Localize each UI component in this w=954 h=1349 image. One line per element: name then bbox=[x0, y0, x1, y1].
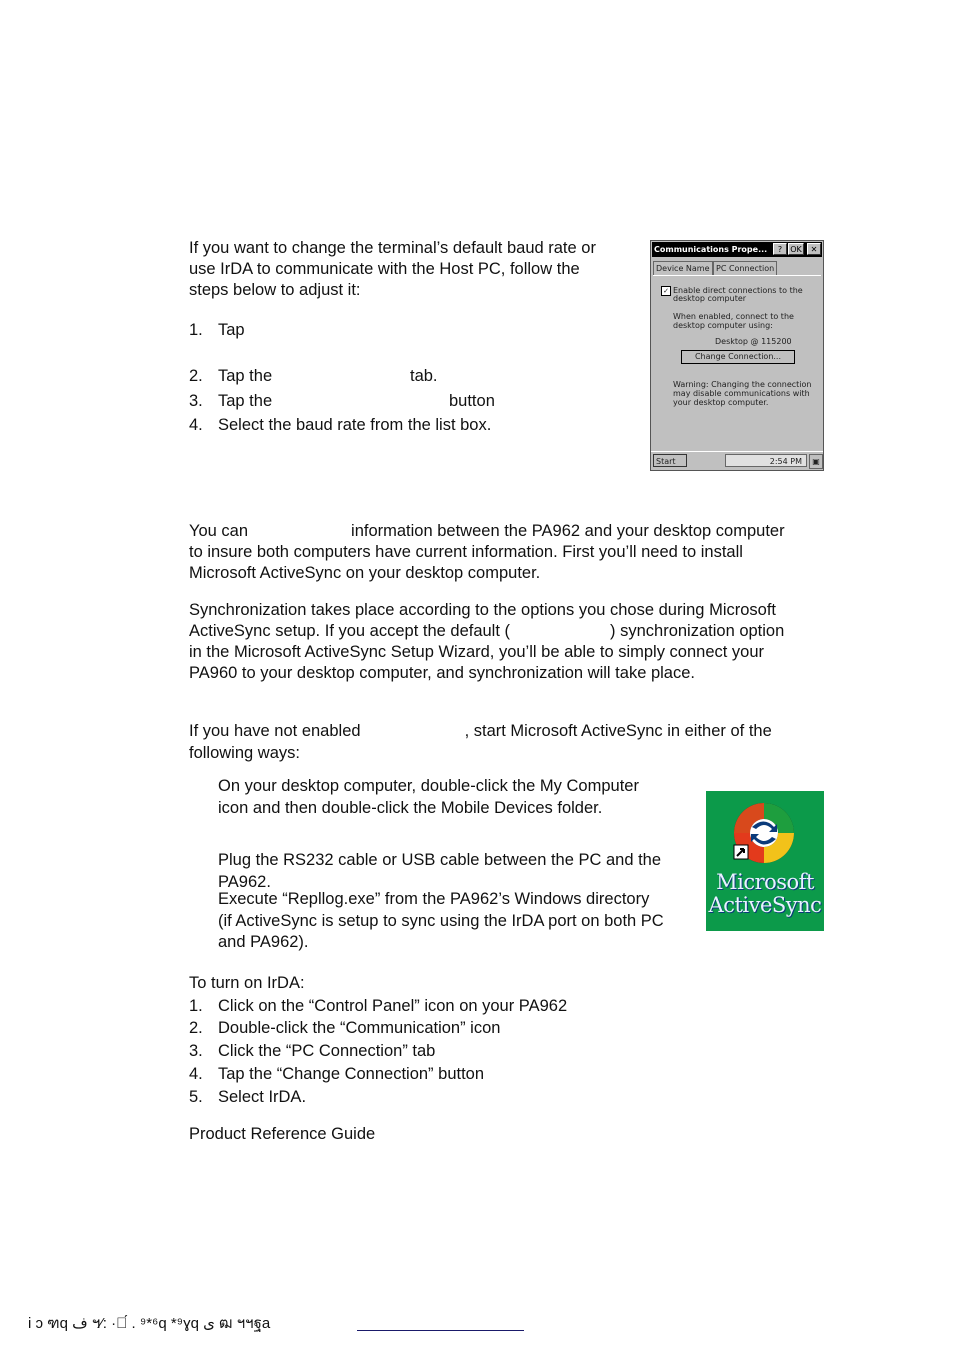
enable-label: Enable direct connections to the bbox=[673, 286, 803, 295]
pc-connection-panel bbox=[653, 275, 821, 454]
text-fragment: If you have not enabled bbox=[189, 722, 361, 740]
intro-paragraph bbox=[189, 238, 639, 301]
text-fragment: (if ActiveSync is setup to sync using the IrDA port on both PC bbox=[218, 911, 664, 930]
warning-text: Warning: Changing the connection bbox=[673, 380, 812, 389]
communications-dialog-screenshot bbox=[650, 240, 824, 471]
step-number: 1. bbox=[189, 997, 203, 1015]
step-number: 2. bbox=[189, 1019, 203, 1037]
step-number: 3. bbox=[189, 1042, 203, 1060]
warning-text: your desktop computer. bbox=[673, 398, 769, 407]
text-fragment: Microsoft ActiveSync on your desktop computer. bbox=[189, 564, 541, 582]
text-fragment: to insure both computers have current information. First you’ll need to install bbox=[189, 543, 743, 561]
dialog-title: Communications Prope... bbox=[652, 242, 822, 257]
change-connection-button[interactable]: Change Connection... bbox=[681, 350, 795, 364]
text-fragment: Synchronization takes place according to the options you chose during Microsoft bbox=[189, 601, 776, 619]
text-fragment: Plug the RS232 cable or USB cable between the PC and the bbox=[218, 851, 662, 869]
step-number: 2. bbox=[189, 367, 203, 385]
page-footer: i ɔ ฑq ف ฯ⁄: ·ฑ́ . ⁹*⁶q *⁹ɣq ى ฒ ฯฯฐa bbox=[28, 1315, 271, 1332]
step-text: Select IrDA. bbox=[218, 1088, 307, 1106]
system-tray-clock: 2:54 PM bbox=[725, 454, 807, 467]
when-enabled-text: desktop computer using: bbox=[673, 321, 773, 330]
irda-heading: To turn on IrDA: bbox=[189, 974, 305, 992]
step-number: 4. bbox=[189, 416, 203, 434]
step-text: Tap the bbox=[218, 392, 273, 410]
footer-underline bbox=[357, 1330, 524, 1331]
option-desktop bbox=[218, 775, 639, 819]
text-fragment: PA962. bbox=[218, 873, 271, 891]
logo-text: Microsoft bbox=[716, 870, 814, 894]
sync-paragraph-1 bbox=[189, 521, 839, 584]
warning-text: may disable communications with bbox=[673, 389, 810, 398]
step-number: 4. bbox=[189, 1065, 203, 1083]
text-fragment: and PA962). bbox=[218, 933, 309, 951]
step-text: Double-click the “Communication” icon bbox=[218, 1019, 501, 1037]
tab-pc-connection[interactable]: PC Connection bbox=[713, 261, 777, 276]
enable-checkbox[interactable]: ✓ bbox=[661, 286, 671, 296]
step-text: tab. bbox=[410, 367, 438, 385]
close-icon[interactable]: ✕ bbox=[807, 243, 821, 255]
intro-line: steps below to adjust it: bbox=[189, 281, 361, 299]
step-text: Select the baud rate from the list box. bbox=[218, 416, 492, 434]
tab-device-name[interactable]: Device Name bbox=[653, 261, 713, 276]
step-text: Click the “PC Connection” tab bbox=[218, 1042, 436, 1060]
taskbar bbox=[651, 451, 823, 470]
logo-text: ActiveSync bbox=[708, 893, 822, 917]
step-number: 3. bbox=[189, 392, 203, 410]
text-fragment: in the Microsoft ActiveSync Setup Wizard, you’ll be able to simply connect your bbox=[189, 643, 765, 661]
text-fragment: icon and then double-click the Mobile Devices folder. bbox=[218, 799, 603, 817]
text-fragment: ActiveSync setup. If you accept the default ( bbox=[189, 622, 511, 640]
text-fragment: following ways: bbox=[189, 744, 300, 762]
start-button[interactable]: Start bbox=[653, 454, 687, 467]
step-text: Tap the bbox=[218, 367, 273, 385]
step-text: button bbox=[449, 392, 495, 410]
desktop-icon[interactable]: ▣ bbox=[809, 454, 823, 469]
text-fragment: On your desktop computer, double-click the My Computer bbox=[218, 777, 639, 795]
start-sync-paragraph bbox=[189, 720, 839, 764]
step-text: Tap bbox=[218, 321, 245, 339]
step-text: Click on the “Control Panel” icon on your PA962 bbox=[218, 997, 568, 1015]
text-fragment: Execute “Repllog.exe” from the PA962’s Windows directory bbox=[218, 890, 650, 908]
activesync-icon bbox=[706, 791, 824, 871]
text-fragment: , start Microsoft ActiveSync in either of the bbox=[464, 722, 772, 740]
text-fragment: PA960 to your desktop computer, and synchronization will take place. bbox=[189, 664, 695, 682]
guide-label: Product Reference Guide bbox=[189, 1125, 376, 1143]
text-fragment: You can bbox=[189, 522, 249, 540]
activesync-logo bbox=[706, 791, 824, 931]
step-text: Tap the “Change Connection” button bbox=[218, 1065, 485, 1083]
option-repllog bbox=[218, 889, 664, 954]
step-number: 5. bbox=[189, 1088, 203, 1106]
step-number: 1. bbox=[189, 321, 203, 339]
option-cable bbox=[218, 849, 661, 893]
intro-line: use IrDA to communicate with the Host PC, follow the bbox=[189, 260, 580, 278]
text-fragment: ) synchronization option bbox=[610, 622, 785, 640]
when-enabled-text: When enabled, connect to the bbox=[673, 312, 794, 321]
text-fragment: information between the PA962 and your desktop computer bbox=[351, 522, 785, 540]
help-button[interactable]: ? bbox=[773, 243, 787, 255]
intro-line: If you want to change the terminal’s default baud rate or bbox=[189, 239, 596, 257]
enable-label: desktop computer bbox=[673, 294, 747, 303]
ok-button[interactable]: OK bbox=[788, 243, 804, 255]
sync-paragraph-2 bbox=[189, 600, 839, 684]
connection-value: Desktop @ 115200 bbox=[715, 337, 792, 346]
